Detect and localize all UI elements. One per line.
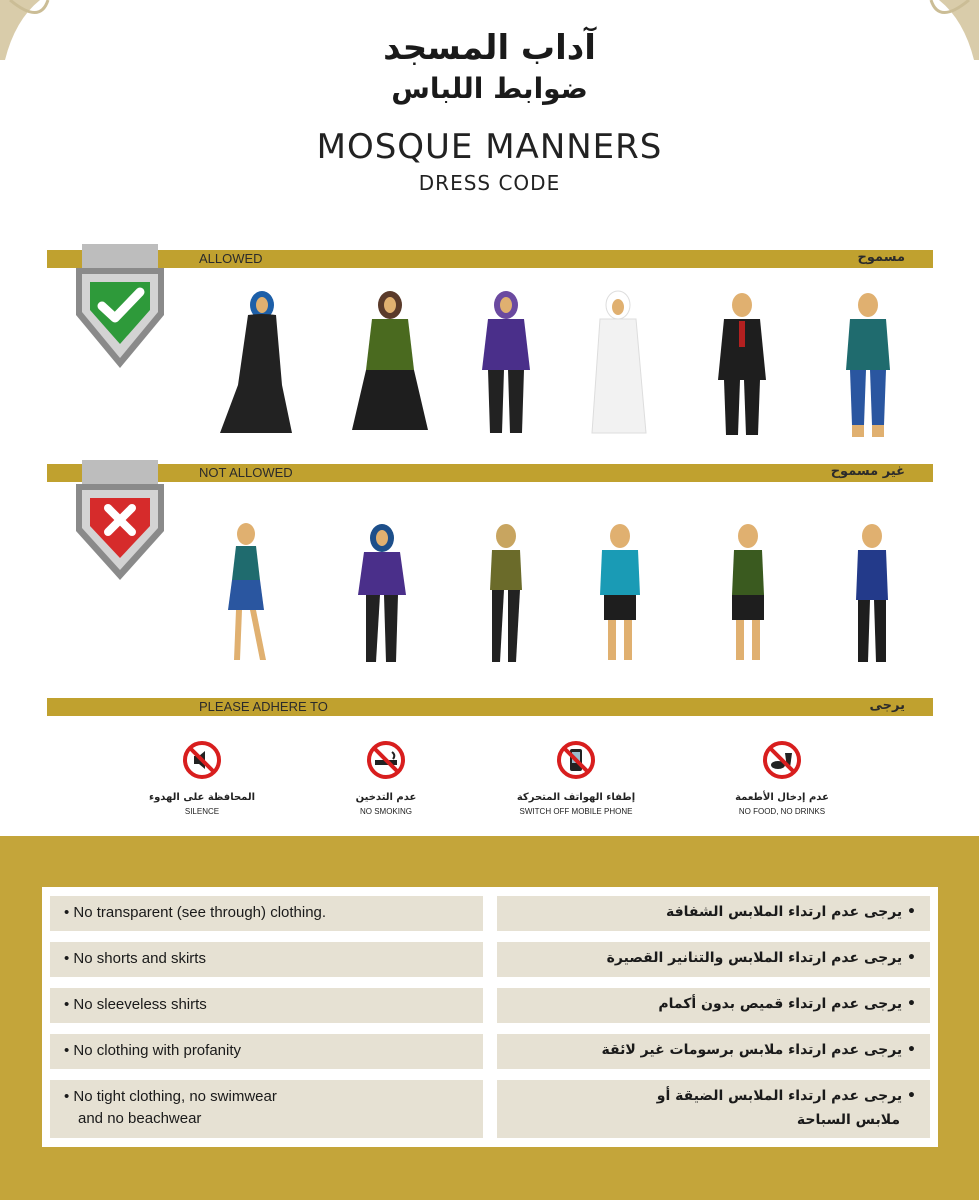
rule-phone-off-ar: إطفاء الهواتف المتحركة	[516, 792, 636, 803]
guideline-en-1: • No transparent (see through) clothing.	[50, 896, 483, 931]
allowed-label-ar: مسموح	[857, 250, 905, 265]
figure-green-top-skirt	[352, 291, 428, 430]
rule-no-smoking-en: NO SMOKING	[359, 807, 412, 816]
figure-hijab-tight	[358, 524, 406, 662]
not-allowed-label-ar: غير مسموح	[830, 464, 905, 479]
no-phone-icon	[556, 740, 596, 780]
figure-abaya	[220, 291, 292, 433]
rule-silence-en: SILENCE	[184, 807, 220, 816]
figure-shorts-tshirt	[600, 524, 640, 660]
guideline-ar-5: • يرجى عدم ارتداء الملابس الضيقة أو ملابس السباحة	[497, 1080, 930, 1138]
figure-teal-shirt-jeans	[846, 293, 890, 437]
guideline-ar-4: • يرجى عدم ارتداء ملابس برسومات غير لائقة	[497, 1034, 930, 1069]
adhere-bar	[47, 698, 933, 716]
figure-thobe	[592, 291, 646, 433]
no-food-icon	[762, 740, 802, 780]
guideline-ar-1: • يرجى عدم ارتداء الملابس الشفافة	[497, 896, 930, 931]
guideline-ar-2: • يرجى عدم ارتداء الملابس والتنانير القصيرة	[497, 942, 930, 977]
rule-no-food-ar: عدم إدخال الأطعمة	[735, 792, 829, 803]
subtitle-english: DRESS CODE	[418, 171, 561, 195]
no-sound-icon	[182, 740, 222, 780]
not-allowed-bar	[47, 464, 933, 482]
guideline-en-3: • No sleeveless shirts	[50, 988, 483, 1023]
not-allowed-figures	[200, 520, 920, 670]
rule-phone-off-en: SWITCH OFF MOBILE PHONE	[519, 807, 633, 816]
figure-sleeveless-trousers	[856, 524, 888, 662]
figure-purple-top-trousers	[482, 291, 530, 433]
figure-sleeveless-shorts	[732, 524, 764, 660]
rule-no-smoking	[296, 740, 476, 816]
guideline-en-5: • No tight clothing, no swimwear and no beachwear	[50, 1080, 483, 1138]
no-smoking-icon	[366, 740, 406, 780]
not-allowed-x-badge	[70, 456, 170, 586]
adhere-label-en: PLEASE ADHERE TO	[199, 699, 328, 714]
figure-suit	[718, 293, 766, 435]
adhere-label-ar: يرجى	[869, 698, 905, 713]
title-arabic: آداب المسجد	[383, 28, 596, 68]
rule-silence	[112, 740, 292, 816]
rule-no-food-en: NO FOOD, NO DRINKS	[738, 807, 826, 816]
figure-tight-top-leggings	[490, 524, 522, 662]
rule-no-smoking-ar: عدم التدخين	[355, 792, 417, 803]
guideline-en-2: • No shorts and skirts	[50, 942, 483, 977]
rule-silence-ar: المحافظة على الهدوء	[148, 792, 256, 803]
figure-short-dress	[228, 523, 266, 660]
guideline-ar-3: • يرجى عدم ارتداء قميص بدون أكمام	[497, 988, 930, 1023]
rule-no-food	[692, 740, 872, 816]
subtitle-arabic: ضوابط اللباس	[391, 72, 588, 105]
guideline-en-4: • No clothing with profanity	[50, 1034, 483, 1069]
allowed-bar	[47, 250, 933, 268]
allowed-figures	[200, 285, 920, 450]
allowed-check-badge	[70, 240, 170, 375]
allowed-label-en: ALLOWED	[199, 251, 263, 266]
rule-phone-off	[486, 740, 666, 816]
title-english: MOSQUE MANNERS	[316, 127, 663, 167]
not-allowed-label-en: NOT ALLOWED	[199, 465, 293, 480]
